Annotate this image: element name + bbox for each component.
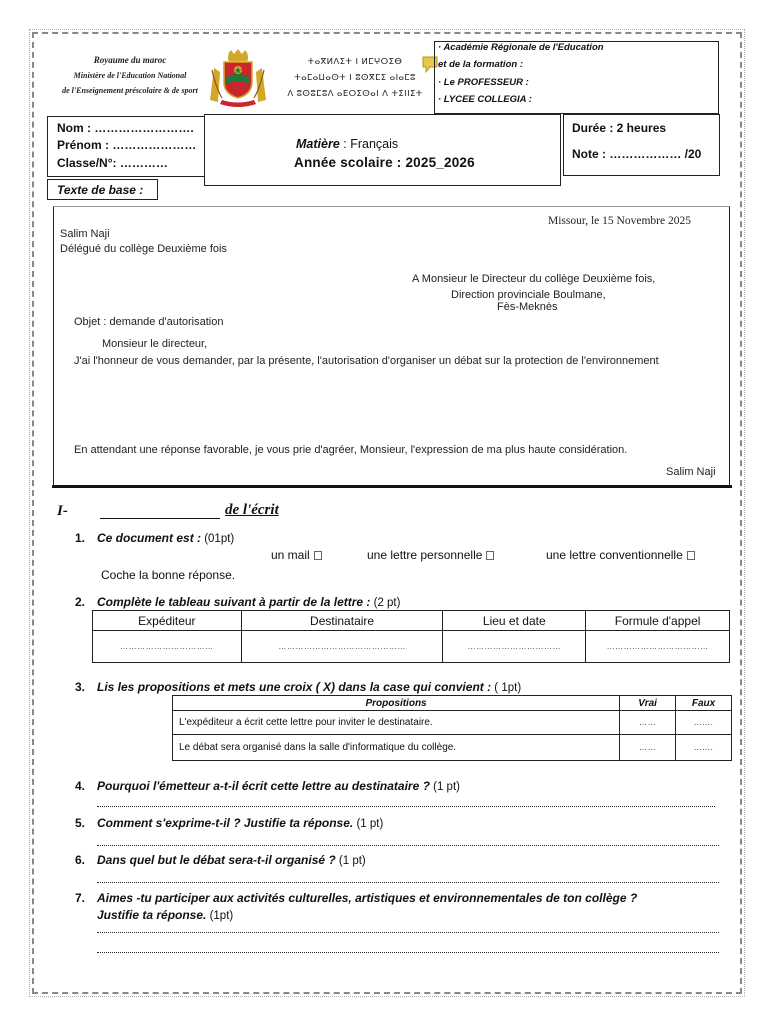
q2-cell-formule[interactable]: ……………………………… [586,631,730,663]
q6-points: (1 pt) [335,855,366,867]
q1-option-mail[interactable] [271,548,322,562]
q5-points: (1 pt) [353,818,384,830]
prenom-field[interactable]: Prénom : ………………… [57,138,197,152]
q2-header-expediteur: Expéditeur [93,611,242,631]
academy-line-4: · LYCEE COLLEGIA : [438,94,532,105]
letter-recipient-3: Fès-Meknès [497,301,558,313]
q1-question: Ce document est : [97,531,202,545]
q3-points: ( 1pt) [491,682,522,694]
letter-signature: Salim Naji [666,466,716,478]
note-field[interactable]: Note : ……………… /20 [572,147,702,161]
letter-objet: Objet : demande d'autorisation [74,316,224,328]
kingdom-heading [50,53,210,98]
q3-text [97,680,521,694]
q7-number: 7. [75,891,86,905]
q3-header-propositions: Propositions [173,696,620,711]
q5-number: 5. [75,816,86,830]
tifinagh-line-1: ⵜⴰⴳⵍⴷⵉⵜ ⵏ ⵍⵎⵖⵔⵉⴱ [307,57,403,67]
q2-table [92,610,730,663]
q5-text [97,816,383,830]
q1-option-mail-label: un mail [271,548,310,562]
tifinagh-heading [270,54,440,102]
q3-row-2-text: Le débat sera organisé dans la salle d'informatique du collège. [173,735,620,761]
q3-row-1-text: L'expéditeur a écrit cette lettre pour inviter le destinataire. [173,711,620,735]
q2-points: (2 pt) [370,597,401,609]
academy-line-1: · Académie Régionale de l'Education [438,42,604,53]
q7-points: (1pt) [206,910,234,922]
matiere-value: : Français [339,137,399,151]
q4-question: Pourquoi l'émetteur a-t-il écrit cette lettre au destinataire ? [97,779,430,793]
q3-row-1-faux[interactable]: ……. [676,711,732,735]
q2-header-formule: Formule d'appel [586,611,730,631]
q2-number: 2. [75,595,86,609]
q1-points: (01pt) [201,533,235,545]
q3-row-1-vrai[interactable]: …… [620,711,676,735]
q1-option-conventionnelle[interactable] [546,548,695,562]
letter-body: J'ai l'honneur de vous demander, par la présente, l'autorisation d'organiser un débat sur la protection de l'environnement [74,355,659,367]
kingdom-line-1: Royaume du maroc [93,55,167,65]
q1-option-personnelle-label: une lettre personnelle [367,548,483,562]
q2-header-lieu-date: Lieu et date [443,611,586,631]
table-row [173,735,732,761]
letter-place-date: Missour, le 15 Novembre 2025 [548,215,691,227]
section-blank-line [100,518,220,519]
q2-cell-lieu-date[interactable]: …………………………… [443,631,586,663]
q2-text [97,595,400,609]
academy-line-3: · Le PROFESSEUR : [438,77,529,88]
q5-answer-line[interactable] [97,845,719,846]
q7-text [97,891,637,905]
q1-text [97,531,234,545]
q1-option-conventionnelle-label: une lettre conventionnelle [546,548,683,562]
q3-number: 3. [75,680,86,694]
tifinagh-line-2: ⵜⴰⵎⴰⵡⴰⵙⵜ ⵏ ⵓⵙⴳⵎⵉ ⴰⵏⴰⵎⵓ [294,73,416,83]
q1-number: 1. [75,531,86,545]
moroccan-emblem-icon [206,48,270,110]
q6-question: Dans quel but le débat sera-t-il organisé ? [97,853,336,867]
q4-number: 4. [75,779,86,793]
q3-question: Lis les propositions et mets une croix ( X) dans la case qui convient : [97,680,492,694]
q2-question: Complète le tableau suivant à partir de la lettre : [97,595,371,609]
letter-recipient-2: Direction provinciale Boulmane, [451,289,606,301]
q1-option-personnelle[interactable] [367,548,494,562]
tifinagh-line-3: ⴷ ⵓⵙⵓⵎⵓⴷ ⴰⴹⵔⵉⵙⴰⵏ ⴷ ⵜⵉⵏⵏⵉⵜ [287,89,423,99]
q3-table [172,695,732,761]
q3-header-vrai: Vrai [620,696,676,711]
q3-row-2-vrai[interactable]: …… [620,735,676,761]
letter-sender-name: Salim Naji [60,228,110,240]
matiere-label: Matière [296,137,340,151]
matiere-text [296,137,398,151]
q7-answer-line-1[interactable] [97,932,719,933]
annee-scolaire: Année scolaire : 2025_2026 [294,155,475,170]
letter-salutation: Monsieur le directeur, [102,338,208,350]
q7-text-2 [97,908,233,922]
q6-text [97,853,366,867]
table-row [173,711,732,735]
section-number: I- [57,503,68,519]
academy-line-2: et de la formation : [438,59,523,70]
kingdom-line-2: Ministère de l'Education National [73,71,187,80]
q3-row-2-faux[interactable]: ……. [676,735,732,761]
q1-instruction: Coche la bonne réponse. [101,568,236,582]
checkbox-icon[interactable] [486,551,494,560]
q5-question: Comment s'exprime-t-il ? Justifie ta réponse. [97,816,354,830]
q7-answer-line-2[interactable] [97,952,719,953]
q4-points: (1 pt) [429,781,460,793]
texte-de-base-label: Texte de base : [47,179,158,200]
q3-header-faux: Faux [676,696,732,711]
q6-number: 6. [75,853,86,867]
q2-cell-expediteur[interactable]: …………………………… [93,631,242,663]
q4-text [97,779,460,793]
section-title: de l'écrit [225,502,279,518]
q2-cell-destinataire[interactable]: ……………………………………… [241,631,443,663]
q2-header-destinataire: Destinataire [241,611,443,631]
academy-box [434,41,719,114]
letter-bottom-rule [52,485,732,488]
checkbox-icon[interactable] [687,551,695,560]
duree: Durée : 2 heures [572,121,667,135]
letter-sender-role: Délégué du collège Deuxième fois [60,243,227,255]
student-identity-box [47,116,206,177]
letter-closing: En attendant une réponse favorable, je vous prie d'agréer, Monsieur, l'expression de ma plus haute considération. [74,444,628,456]
nom-field[interactable]: Nom : ……………………. [57,121,194,135]
q7-question-2: Justifie ta réponse. [97,908,207,922]
q4-answer-line[interactable] [97,806,715,807]
q6-answer-line[interactable] [97,882,719,883]
kingdom-line-3: de l'Enseignement préscolaire & de sport [62,86,198,95]
q7-question: Aimes -tu participer aux activités culturelles, artistiques et environnementales de ton collège ? [97,891,638,905]
classe-field[interactable]: Classe/N°: ………… [57,156,168,170]
duration-note-box [563,114,720,176]
letter-recipient-1: A Monsieur le Directeur du collège Deuxième fois, [412,273,656,285]
checkbox-icon[interactable] [314,551,322,560]
